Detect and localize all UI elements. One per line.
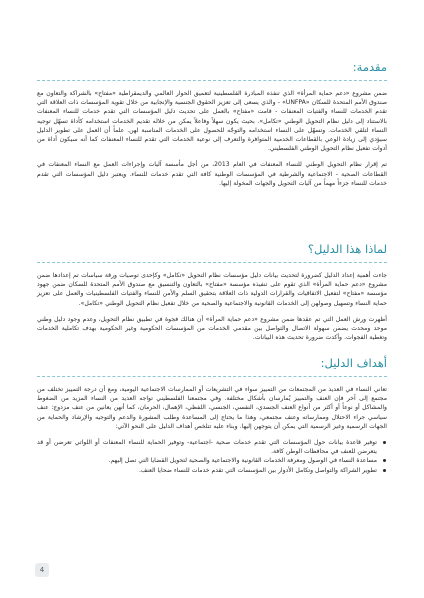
list-item-text: تطوير الشراكة والتواصل وتكامل الأدوار بين المؤسسات التي تقدم خدمات للنساء ضحايا العنف. (138, 466, 377, 474)
section-guide-goals (37, 356, 387, 475)
goals-list (37, 438, 387, 475)
section-title-why-guide: لماذا هذا الدليل؟ (307, 242, 387, 256)
list-item (37, 466, 387, 475)
list-item (37, 438, 387, 456)
list-item (37, 456, 387, 465)
section-title-introduction: مقدمة: (352, 60, 387, 74)
list-item-text: توفير قاعدة بيانات حول المؤسسات التي تقدم خدمات صحية -اجتماعية- وتوفير الحماية للنساء المعنفات أو اللواتي تعرضن أو قد يتعرضن للعنف في محافظات الوطن كافة. (37, 439, 377, 456)
list-item-text: مساعدة النساء في الوصول ومعرفة الخدمات القانونية والاجتماعية والصحية لتحويل القضايا التي تصل إليهم. (108, 457, 377, 465)
section-introduction (37, 60, 387, 242)
bullet-icon (383, 469, 386, 472)
section-divider (37, 80, 387, 82)
paragraph: تم إقرار نظام التحويل الوطني للنساء المعنفات في العام 2013، من أجل مأسسة آليات وإجراءات العمل مع النساء المعنفات في القطاعات الصحية - الاجتماعية والشرطية في المؤسسات الوطنية كافة التي تقدم خدمات للنساء. ويعتبر دليل المؤسسات التي تقدم خدمات للنساء جزءاً مهماً من آليات التحويل والجهات المخولة إليها. (37, 161, 388, 187)
paragraph: جاءت أهمية إعداد الدليل كضرورة لتحديث بيانات دليل مؤسسات نظام التحويل «تكامل» وكإحدى توصيات ورقة سياسات تم إعدادها ضمن مشروع «دعم حماية المرأة» الذي تقوم على تنفيذه مؤسسة «مفتاح» بالتعاون والتنسيق مع صندوق الأمم المتحدة للسكان ضمن جهود مؤسسة «مفتاح» لتفعيل الاتفاقيات والقرارات الدولية ذات العلاقة بتحقيق السلم والأمن للنساء والفتيات الفلسطينيات والعمل على تعزيز حماية النساء وتسهيل وصولهن إلى الخدمات القانونية والاجتماعية والصحية من خلال تفعيل نظام التحويل الوطني «تكامل». (37, 272, 387, 307)
bullet-icon (383, 441, 386, 444)
section-title-guide-goals: أهداف الدليل: (320, 356, 387, 370)
section-divider (37, 262, 387, 264)
bullet-icon (383, 459, 386, 462)
paragraph: تعاني النساء في العديد من المجتمعات من التمييز سواء في التشريعات أو الممارسات الاجتماعية اليومية، ومع أن درجة التمييز تختلف من مجتمع إلى آخر فإن العنف والتمييز يُمارسان بأشكال مختلفة. وفي مجتمعنا الفلسطيني تواجه العديد من النساء المزيد من الضغوط والمشاكل أو نوعاً أو أكثر من أنواع العنف الجسدي، النفسي، الجنسي، اللفظي، الإهمال، الحرمان، كما أنهن يعانين من عنف مزدوج: عنف سياسي جراء الاحتلال وممارساته وعنف مجتمعي، وهذا ما يحتاج إلى المساعدة وطلب المشورة والدعم والتوجيه والإرشاد والحماية من الجهات الرسمية وغير الرسمية التي يمكن أن يتوجهن إليها. وبناء عليه تتلخص أهداف الدليل على النحو الآتي: (37, 386, 387, 430)
paragraph: ضمن مشروع «دعم حماية المرأة» الذي تنفذه المبادرة الفلسطينية لتعميق الحوار العالمي والديمقراطية «مفتاح» بالشراكة والتعاون مع صندوق الأمم المتحدة للسكان «UNFPA» - والذي يسعى إلى تعزيز الحقوق الجنسية والإنجابية من خلال تقوية المؤسسات ذات العلاقة التي تقدم الخدمات للنساء والفتيات المعنفات - قامت «مفتاح» بالعمل على تحديث دليل المؤسسات التي تقدم خدمات للنساء المعنفات بالاستناد إلى دليل نظام التحويل الوطني «تكامل». بحيث يكون سهلاً وفاعلاً يمكن من خلاله تقديم الخدمات استخدامه كأداة تسهّل توجيه النساء لتلقي الخدمات. وتسهّل على النساء استخدامه والتوجّه للحصول على الخدمات المناسبة لهن. علماً أن العمل على تطوير الدليل سيؤدي إلى زيادة الوعي بالقطاعات الخدمية المتوافرة والتعرف إلى نوعية الخدمات التي تقدم للنساء المعنفات كما أنه سيكون أداة من أدوات تفعيل نظام التحويل الوطني الفلسطيني. (37, 90, 387, 153)
section-why-guide (37, 242, 387, 356)
section-divider (37, 376, 387, 378)
page-number: 4 (35, 563, 49, 577)
paragraph: أظهرت ورش العمل التي تم عقدها ضمن مشروع «دعم حماية المرأة» أن هنالك فجوة في تطبيق نظام التحويل، وعدم وجود دليل وطني موحد ومحدث يضمن سهولة الاتصال والتواصل بين مقدمي الخدمات من المؤسسات الحكومية وغير الحكومية بهدف تكاملية الخدمات وتغطية الفجوات. وأكدت ضرورة تحديث هذه البيانات. (37, 315, 387, 342)
